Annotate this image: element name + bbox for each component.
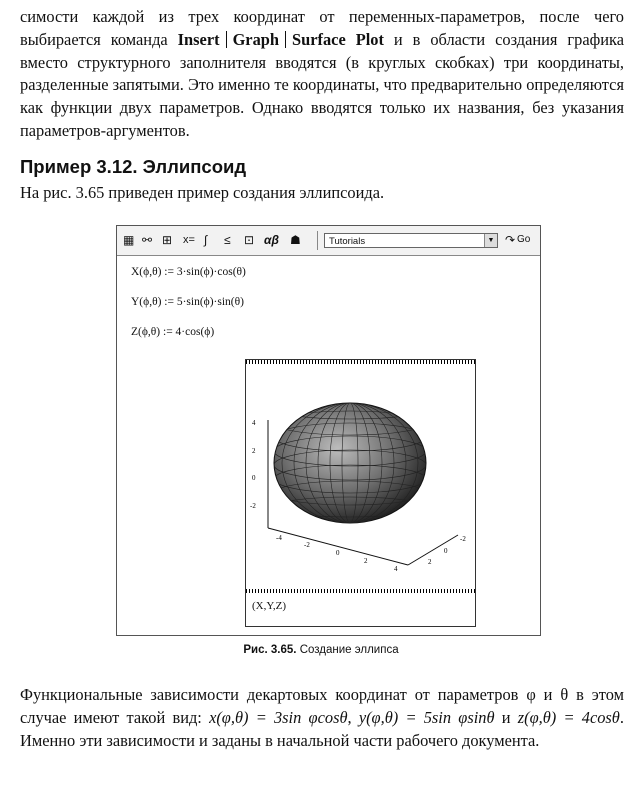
separator xyxy=(226,31,227,48)
boolean-icon[interactable]: ≤ xyxy=(224,233,231,247)
evaluation-icon[interactable]: x= xyxy=(183,234,195,246)
formula-x[interactable]: X(ϕ,θ) := 3·sin(ϕ)·cos(θ) xyxy=(131,266,246,278)
equation-y: y(φ,θ) = 5sin φsinθ xyxy=(358,707,495,727)
plot-variables-label[interactable]: (X,Y,Z) xyxy=(252,600,287,612)
text: и xyxy=(494,707,518,727)
formula-z[interactable]: Z(ϕ,θ) := 4·cos(ϕ) xyxy=(131,326,215,338)
toolbar-divider xyxy=(317,231,318,250)
menu-insert: Insert xyxy=(177,29,220,49)
x-axis xyxy=(268,528,408,565)
caption-text: Создание эллипса xyxy=(296,644,399,656)
menu-graph: Graph xyxy=(232,29,280,49)
x-tick: 2 xyxy=(364,557,368,565)
equation-x: x(φ,θ) = 3sin φcosθ xyxy=(209,707,348,727)
paragraph-explanation xyxy=(20,684,624,752)
y-axis xyxy=(408,535,458,565)
z-tick: 0 xyxy=(252,474,256,482)
symbolic-icon[interactable]: ☗ xyxy=(290,233,301,247)
text: Функциональные зависимости декартовых координат от параметров φ и θ в этом случае имеют такой вид: xyxy=(20,685,624,727)
formula-y[interactable]: Y(ϕ,θ) := 5·sin(ϕ)·sin(θ) xyxy=(131,296,244,308)
chevron-down-icon[interactable]: ▼ xyxy=(484,234,497,247)
separator xyxy=(285,31,286,48)
surface-plot-region[interactable] xyxy=(245,359,476,627)
go-button[interactable]: Go xyxy=(517,234,531,245)
text: и в области создания графика вместо структурного заполнителя вводятся (в круглых скобках) три координаты, разделенные запятыми. Это именно те координаты, что предварительно определяются как функции двух параметров. Однако вводятся только их названия, без указания параметров-аргументов. xyxy=(20,29,624,140)
select-value: Tutorials xyxy=(329,236,366,247)
go-arrow-icon[interactable]: ↷ xyxy=(505,233,516,247)
section-heading: Пример 3.12. Эллипсоид xyxy=(20,156,247,177)
y-tick: 0 xyxy=(444,547,448,555)
y-tick: 2 xyxy=(428,558,432,566)
caption-number: Рис. 3.65. xyxy=(243,644,297,656)
menu-surface-plot: Surface Plot xyxy=(292,29,384,49)
mathcad-window xyxy=(116,225,541,636)
text: симости каждой из трех координат от переменных-параметров, после чего выбирается команда xyxy=(20,7,624,49)
plot-area[interactable] xyxy=(248,365,473,589)
ellipsoid-plot xyxy=(248,365,473,589)
z-tick: 2 xyxy=(252,447,256,455)
resource-select[interactable] xyxy=(324,233,498,248)
text: . Именно эти зависимости и заданы в начальной части рабочего документа. xyxy=(20,707,624,750)
programming-icon[interactable]: ⊡ xyxy=(244,233,255,247)
graph-icon[interactable]: ⚯ xyxy=(142,233,153,247)
calculator-icon[interactable]: ▦ xyxy=(123,233,135,247)
calculus-icon[interactable]: ∫ xyxy=(204,233,208,247)
matrix-icon[interactable]: ⊞ xyxy=(162,233,173,247)
plot-bottom-border xyxy=(246,589,475,593)
equation-z: z(φ,θ) = 4cosθ xyxy=(517,707,620,727)
x-tick: 4 xyxy=(394,565,398,573)
y-tick: -2 xyxy=(460,535,466,543)
greek-icon[interactable]: αβ xyxy=(264,233,279,247)
figure-caption xyxy=(0,644,642,656)
z-tick: 4 xyxy=(252,419,256,427)
intro-line: На рис. 3.65 приведен пример создания эллипсоида. xyxy=(20,183,385,202)
z-tick: -2 xyxy=(250,502,256,510)
x-tick: 0 xyxy=(336,549,340,557)
plot-top-border xyxy=(246,360,475,364)
toolbar xyxy=(117,226,540,256)
x-tick: -4 xyxy=(276,534,282,542)
text: , xyxy=(347,707,359,727)
paragraph-intro xyxy=(20,6,624,143)
x-tick: -2 xyxy=(304,541,310,549)
